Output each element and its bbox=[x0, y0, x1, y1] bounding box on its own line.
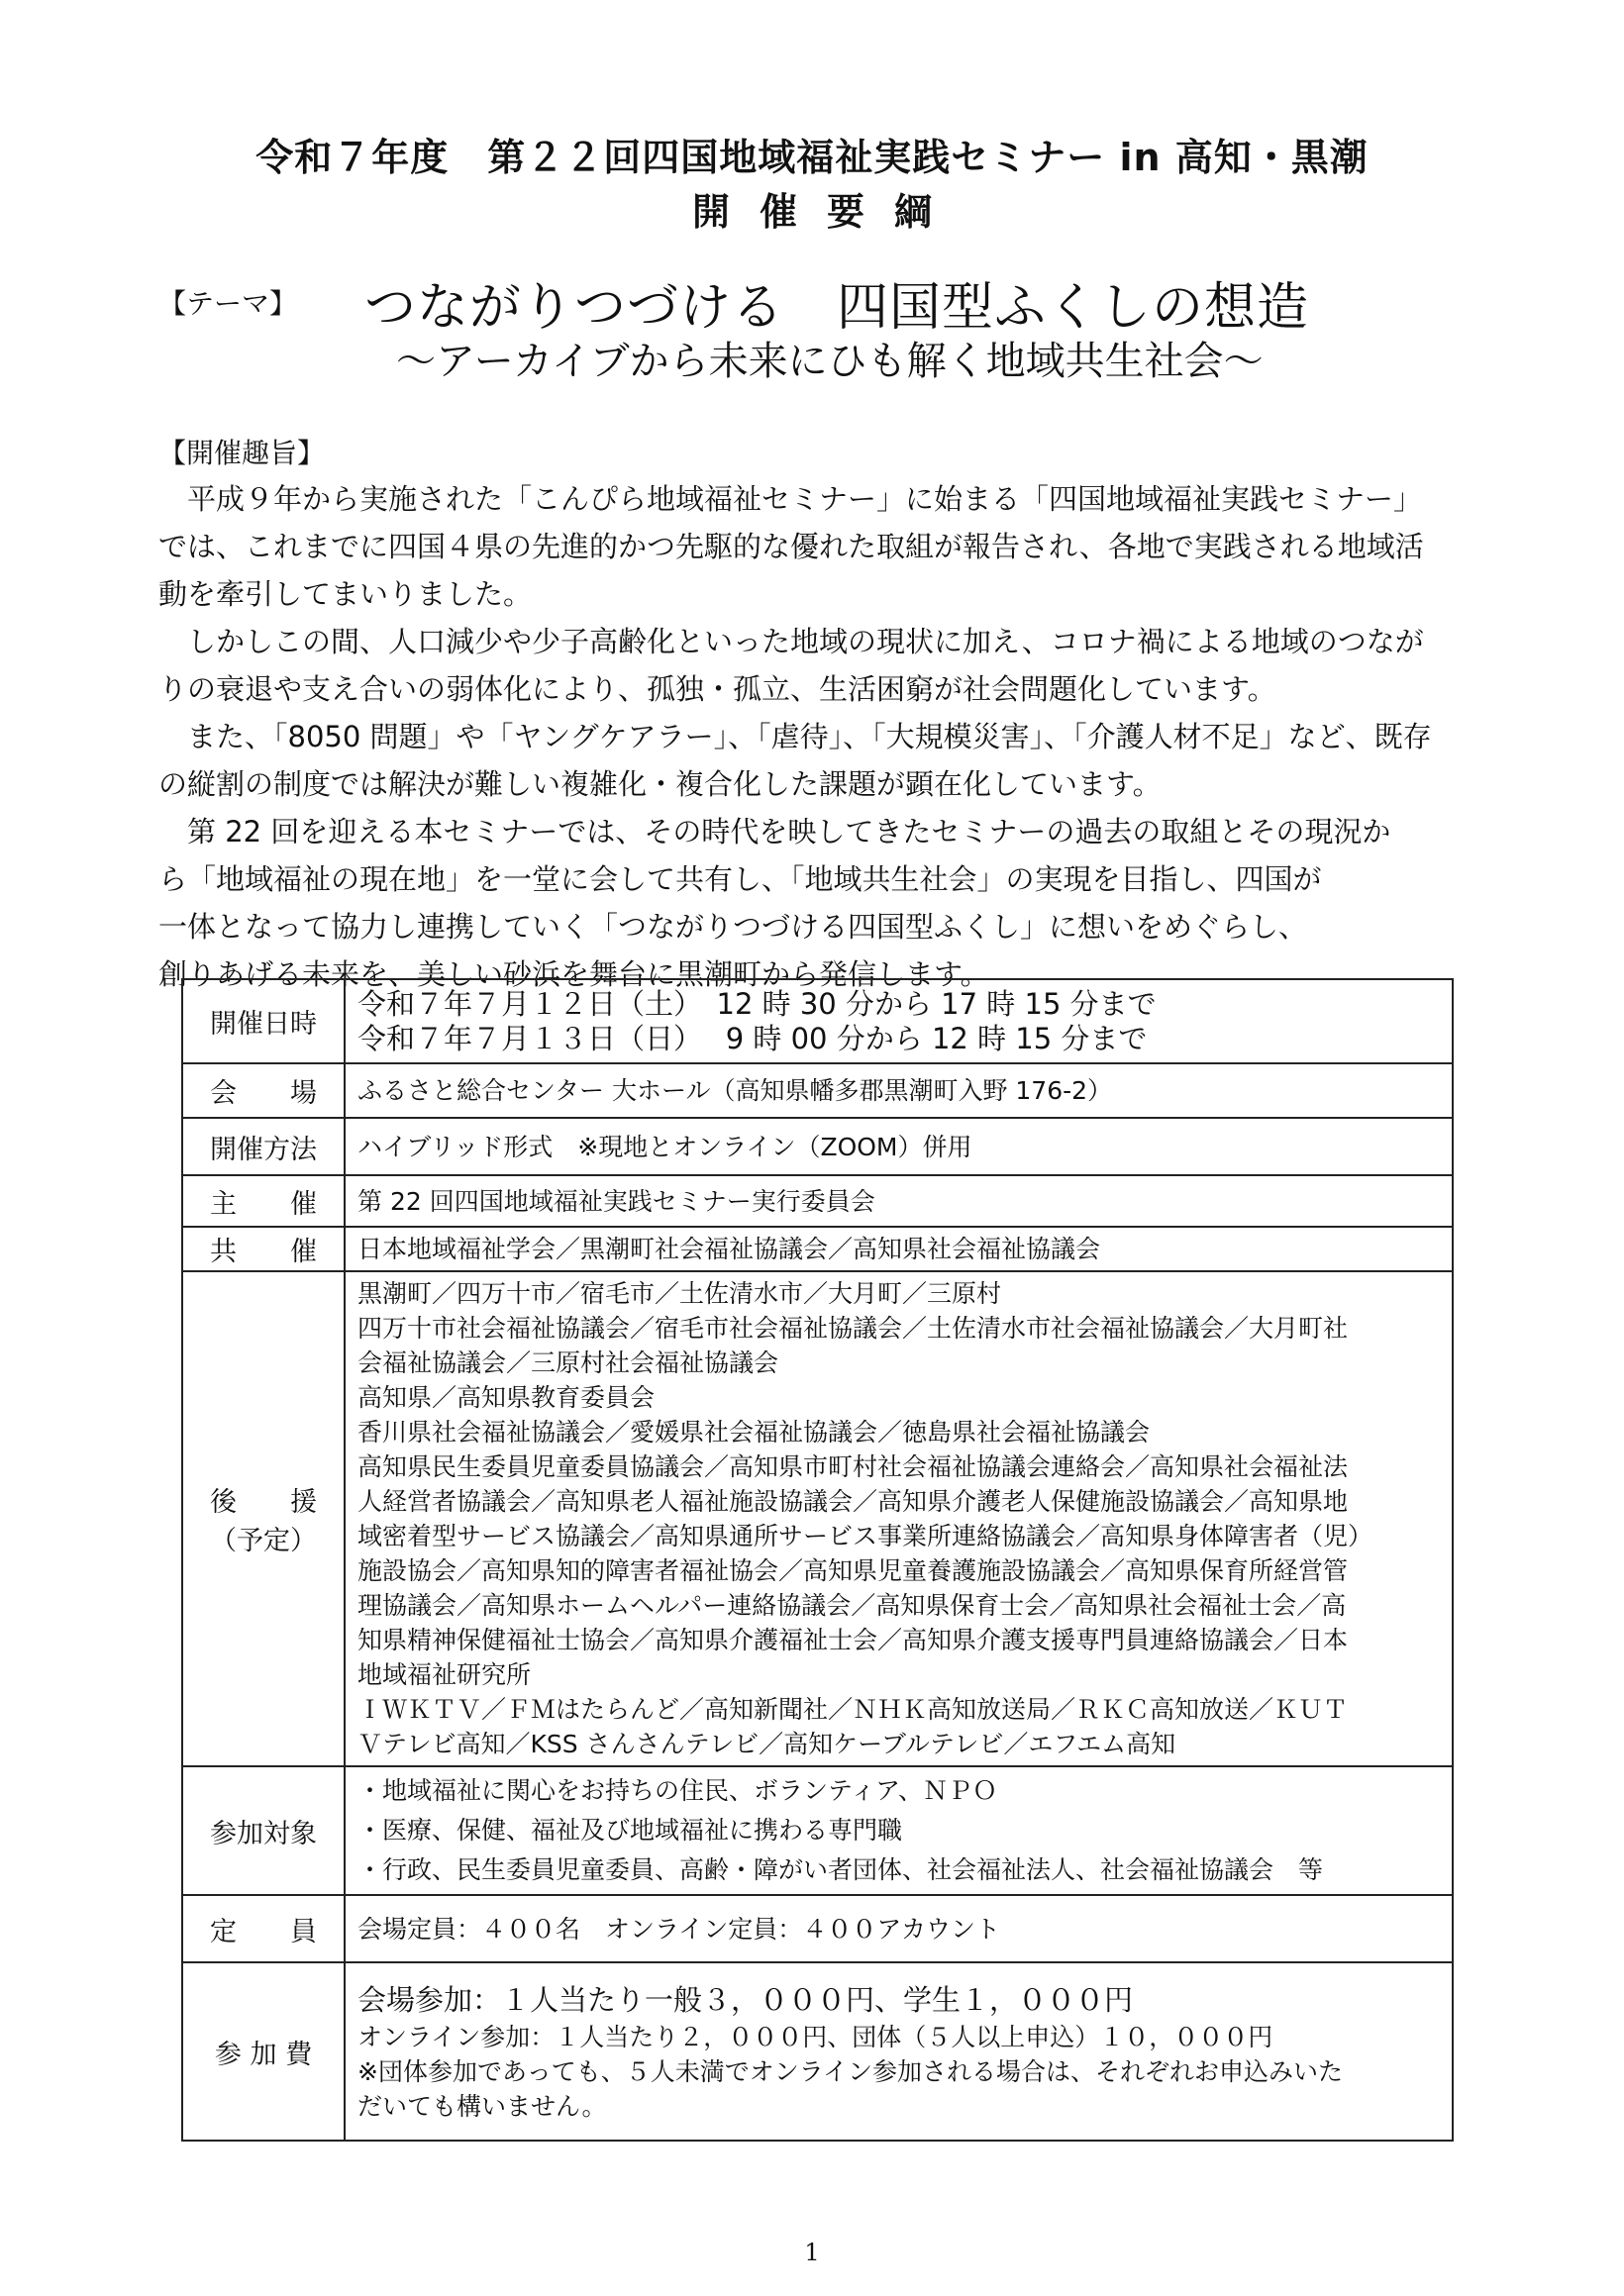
row-label: 主 催 bbox=[182, 1175, 345, 1227]
value-line: 黒潮町／四万十市／宿毛市／土佐清水市／大月町／三原村 bbox=[357, 1279, 1002, 1308]
value-line: 会福祉協議会／三原村社会福祉協議会 bbox=[357, 1348, 779, 1377]
purpose-line: の縦割の制度では解決が難しい複雑化・複合化した課題が顕在化しています。 bbox=[158, 767, 1162, 801]
row-value bbox=[345, 979, 1453, 1063]
purpose-paragraph bbox=[158, 618, 1475, 713]
value-line: 四万十市社会福祉協議会／宿毛市社会福祉協議会／土佐清水市社会福祉協議会／大月町社 bbox=[357, 1314, 1349, 1343]
table-row bbox=[182, 1175, 1453, 1227]
theme-main: つながりつづける 四国型ふくしの想造 bbox=[364, 278, 1310, 338]
row-value bbox=[345, 1175, 1453, 1227]
row-value bbox=[345, 1118, 1453, 1175]
row-value bbox=[345, 1766, 1453, 1895]
document-subtitle: 開催要綱 bbox=[691, 190, 962, 234]
value-line: ＩＷＫＴＶ／ＦＭはたらんど／高知新聞社／ＮＨＫ高知放送局／ＲＫＣ高知放送／ＫＵＴ bbox=[357, 1695, 1349, 1724]
purpose-paragraph bbox=[158, 808, 1475, 998]
value-line: ・行政、民生委員児童委員、高齢・障がい者団体、社会福祉法人、社会福祉協議会 等 bbox=[357, 1855, 1324, 1884]
row-label-main: 後 援 bbox=[210, 1487, 317, 1518]
table-row bbox=[182, 1271, 1453, 1766]
value-line: 地域福祉研究所 bbox=[357, 1660, 532, 1689]
purpose-heading: 【開催趣旨】 bbox=[158, 437, 326, 469]
value-line: 会場参加：１人当たり一般３，０００円、学生１，０００円 bbox=[357, 1982, 1134, 2017]
value-line: ・地域福祉に関心をお持ちの住民、ボランティア、ＮＰＯ bbox=[357, 1776, 998, 1805]
row-value bbox=[345, 1271, 1453, 1766]
value-line: ・医療、保健、福祉及び地域福祉に携わる専門職 bbox=[357, 1816, 903, 1845]
value-line: 令和７年７月１２日（土） 12 時 30 分から 17 時 15 分まで bbox=[357, 986, 1157, 1021]
value-line: 会場定員：４００名 オンライン定員：４００アカウント bbox=[357, 1914, 1001, 1944]
value-line: オンライン参加：１人当たり２，０００円、団体（５人以上申込）１０，０００円 bbox=[357, 2022, 1273, 2051]
row-label: 開催方法 bbox=[182, 1118, 345, 1175]
purpose-line: また、「8050 問題」や「ヤングケアラー」、「虐待」、「大規模災害」、「介護人材不足」など、既存 bbox=[187, 720, 1432, 753]
row-label: 参 加 費 bbox=[182, 1962, 345, 2141]
page-number: 1 bbox=[804, 2239, 820, 2266]
value-line: 第 22 回四国地域福祉実践セミナー実行委員会 bbox=[357, 1186, 875, 1216]
value-line: 理協議会／高知県ホームヘルパー連絡協議会／高知県保育士会／高知県社会福祉士会／高 bbox=[357, 1591, 1347, 1620]
purpose-line: 第 22 回を迎える本セミナーでは、その時代を映してきたセミナーの過去の取組とその現況か bbox=[187, 815, 1391, 849]
purpose-line: 平成９年から実施された「こんぴら地域福祉セミナー」に始まる「四国地域福祉実践セミナー」 bbox=[187, 482, 1423, 516]
table-row bbox=[182, 1063, 1453, 1118]
value-line: ハイブリッド形式 ※現地とオンライン（ZOOM）併用 bbox=[357, 1132, 972, 1161]
value-line: ※団体参加であっても、５人未満でオンライン参加される場合は、それぞれお申込みいた bbox=[357, 2056, 1343, 2086]
value-line: 人経営者協議会／高知県老人福祉施設協議会／高知県介護老人保健施設協議会／高知県地 bbox=[357, 1487, 1349, 1516]
row-label: 共 催 bbox=[182, 1227, 345, 1271]
purpose-line: では、これまでに四国４県の先進的かつ先駆的な優れた取組が報告され、各地で実践される地域活 bbox=[158, 530, 1424, 563]
row-label: 参加対象 bbox=[182, 1766, 345, 1895]
document-title: 令和７年度 第２２回四国地域福祉実践セミナー in 高知・黒潮 bbox=[255, 136, 1369, 179]
value-line: 令和７年７月１３日（日） 9 時 00 分から 12 時 15 分まで bbox=[357, 1021, 1148, 1055]
theme-label: 【テーマ】 bbox=[158, 287, 298, 320]
row-value bbox=[345, 1895, 1453, 1962]
purpose-line: しかしこの間、人口減少や少子高齢化といった地域の現状に加え、コロナ禍による地域のつなが bbox=[187, 625, 1424, 658]
table-row bbox=[182, 1227, 1453, 1271]
value-line: 日本地域福祉学会／黒潮町社会福祉協議会／高知県社会福祉協議会 bbox=[357, 1235, 1101, 1263]
info-table bbox=[181, 978, 1454, 2142]
value-line: 域密着型サービス協議会／高知県通所サービス事業所連絡協議会／高知県身体障害者（児） bbox=[357, 1522, 1373, 1550]
row-label: 定 員 bbox=[182, 1895, 345, 1962]
row-label-sub: （予定） bbox=[210, 1526, 317, 1556]
table-row bbox=[182, 1895, 1453, 1962]
purpose-paragraph bbox=[158, 713, 1475, 808]
purpose-line: 一体となって協力し連携していく「つながりつづける四国型ふくし」に想いをめぐらし、 bbox=[158, 910, 1308, 944]
purpose-line: 動を牽引してまいりました。 bbox=[158, 577, 533, 611]
value-line: だいても構いません。 bbox=[357, 2091, 607, 2121]
row-value bbox=[345, 1227, 1453, 1271]
value-line: 高知県／高知県教育委員会 bbox=[357, 1383, 656, 1412]
value-line: 高知県民生委員児童委員協議会／高知県市町村社会福祉協議会連絡会／高知県社会福祉法 bbox=[357, 1452, 1349, 1481]
table-row bbox=[182, 1118, 1453, 1175]
row-label: 会 場 bbox=[182, 1063, 345, 1118]
purpose-line: 創りあげる未来を、美しい砂浜を舞台に黒潮町から発信します。 bbox=[158, 957, 989, 991]
purpose-paragraph bbox=[158, 475, 1475, 618]
row-label bbox=[182, 1271, 345, 1766]
theme-sub: ～アーカイブから未来にひも解く地域共生社会～ bbox=[396, 339, 1264, 384]
value-line: 知県精神保健福祉士協会／高知県介護福祉士会／高知県介護支援専門員連絡協議会／日本 bbox=[357, 1626, 1349, 1654]
row-value bbox=[345, 1962, 1453, 2141]
purpose-line: ら「地域福祉の現在地」を一堂に会して共有し、「地域共生社会」の実現を目指し、四国が bbox=[158, 862, 1322, 896]
row-value bbox=[345, 1063, 1453, 1118]
value-line: ふるさと総合センター 大ホール（高知県幡多郡黒潮町入野 176-2） bbox=[357, 1076, 1113, 1105]
purpose-body bbox=[158, 475, 1475, 998]
value-line: 施設協会／高知県知的障害者福祉協会／高知県児童養護施設協議会／高知県保育所経営管 bbox=[357, 1556, 1349, 1585]
table-row bbox=[182, 979, 1453, 1063]
value-line: Ｖテレビ高知／KSS さんさんテレビ／高知ケーブルテレビ／エフエム高知 bbox=[357, 1730, 1176, 1758]
purpose-line: りの衰退や支え合いの弱体化により、孤独・孤立、生活困窮が社会問題化しています。 bbox=[158, 672, 1276, 706]
table-row bbox=[182, 1962, 1453, 2141]
row-label: 開催日時 bbox=[182, 979, 345, 1063]
table-row bbox=[182, 1766, 1453, 1895]
value-line: 香川県社会福祉協議会／愛媛県社会福祉協議会／徳島県社会福祉協議会 bbox=[357, 1418, 1151, 1447]
